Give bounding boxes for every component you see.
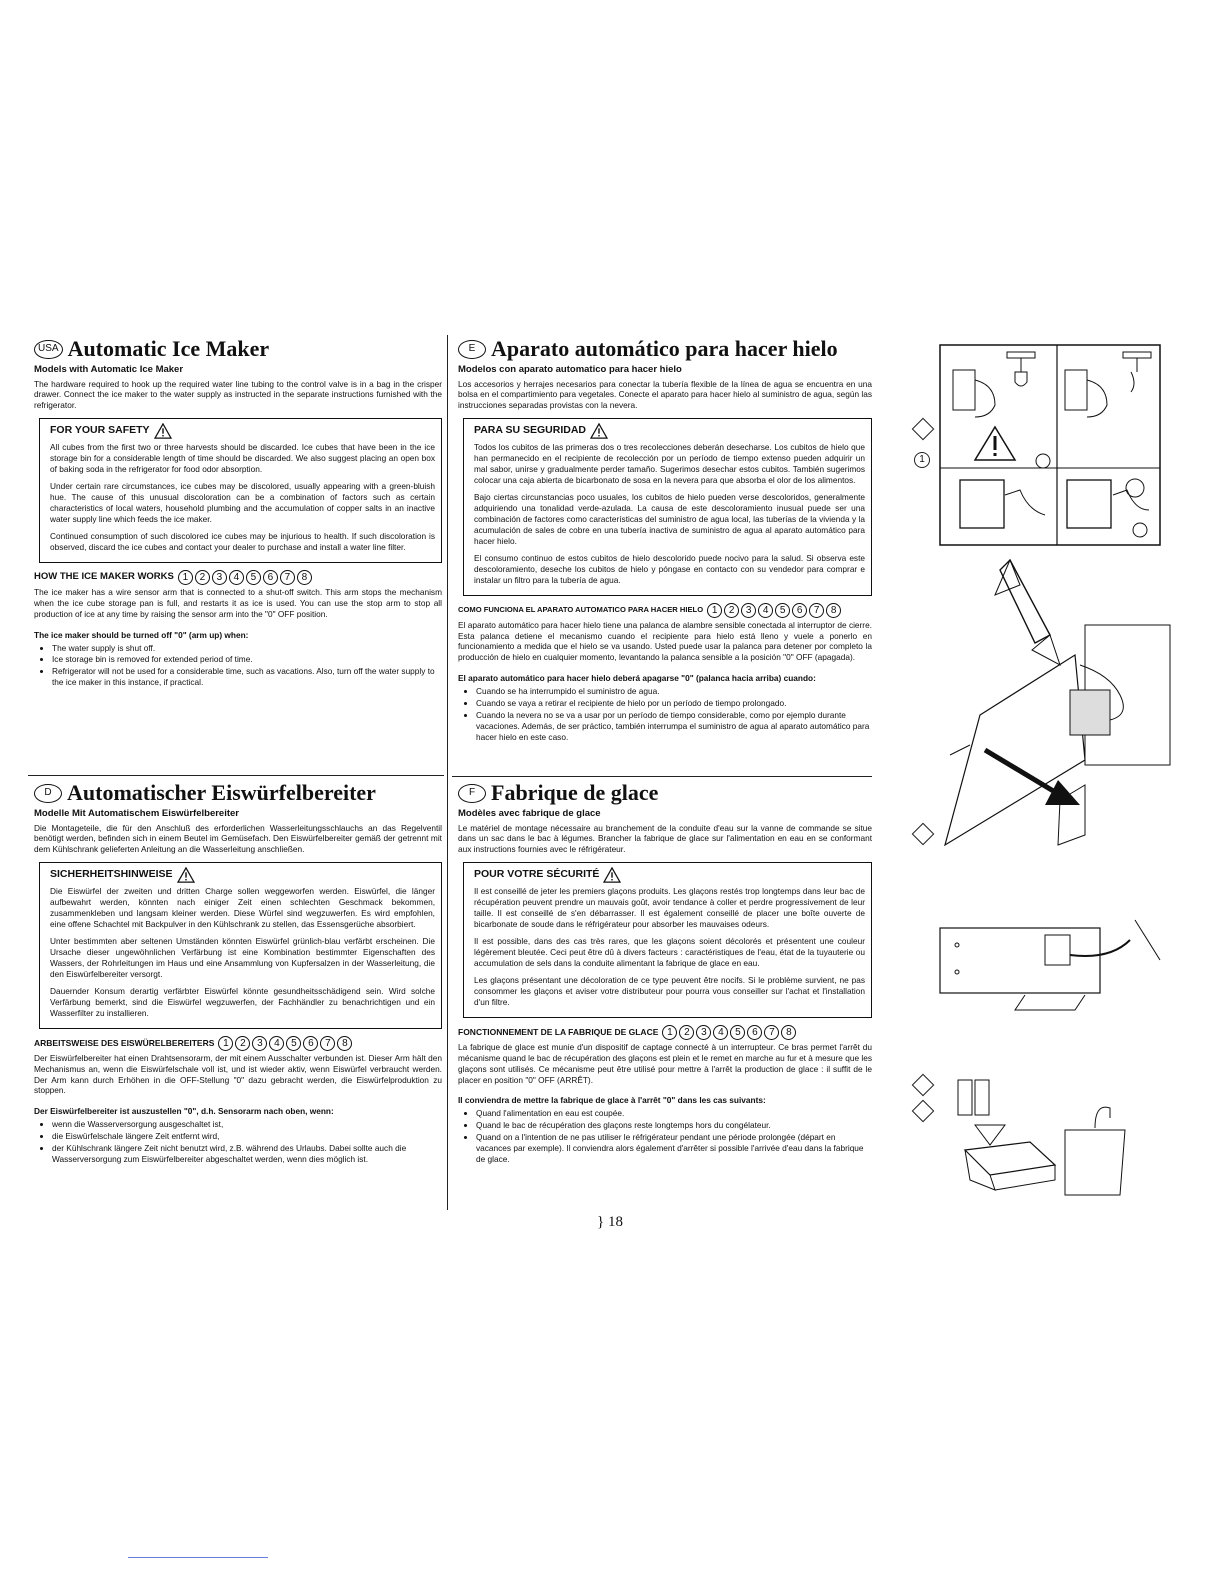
language-badge: F — [458, 784, 486, 803]
step-number: 2 — [195, 570, 210, 585]
step-number: 2 — [679, 1025, 694, 1040]
step-number: 2 — [235, 1036, 250, 1051]
step-marker-diamond — [912, 418, 935, 441]
water-valve-diagram — [935, 900, 1170, 1020]
safety-title: SICHERHEITSHINWEISE — [50, 868, 173, 881]
warning-triangle-icon — [154, 423, 172, 439]
list-item: • die Eiswürfelschale längere Zeit entfernt wird, — [52, 1131, 442, 1142]
safety-paragraph: Continued consumption of such discolored ice cubes may be injurious to health. If such discoloration is observed, discard the ice cubes and contact your dealer to purchase and install a water line filter. — [50, 530, 435, 552]
turn-off-heading: The ice maker should be turned off "0" (arm up) when: — [34, 629, 249, 640]
step-marker-diamond — [912, 1100, 935, 1123]
list-item: • Ice storage bin is removed for extended period of time. — [52, 654, 442, 665]
safety-box — [39, 862, 442, 1028]
ice-maker-installation-diagram — [935, 340, 1165, 550]
intro-text: Los accesorios y herrajes necesarios para conectar la tubería flexible de la línea de agua se encuentra en una bolsa en el compartimiento para vegetales. Conecte el aparato para hacer hielo al suministro de agua, según las instrucciones separadas provistas con la nevera. — [458, 378, 872, 411]
step-number: 8 — [337, 1036, 352, 1051]
step-number: 6 — [303, 1036, 318, 1051]
how-text: The ice maker has a wire sensor arm that is connected to a shut-off switch. This arm stops the mechanism when the ice cube storage pan is full, and restarts it as ice is used. You can use the stop arm to stop all production of ice at any time by raising the sensor arm into the "0" OFF position. — [34, 586, 442, 619]
intro-text: The hardware required to hook up the required water line tubing to the control valve is in a bag in the crisper drawer. Connect the ice maker to the water supply as instructed in the separate instructions furnished with the refrigerator. — [34, 378, 442, 411]
step-number: 4 — [758, 603, 773, 618]
safety-paragraph: Il est conseillé de jeter les premiers glaçons produits. Les glaçons restés trop longtemps dans leur bac de récupération peuvent prendre un mauvais goût, avoir tendance à coller et perdre progressivement de leur taille. Il est conseillé de s'en débarrasser. Il est également conseillé de placer une boîte ouverte de bicarbonate de soude dans le réfrigérateur pour absorber les mauvaises odeurs. — [474, 886, 865, 930]
safety-paragraph: Under certain rare circumstances, ice cubes may be discolored, usually appearing with a green-bluish hue. The cause of this unusual discoloration can be a combination of factors such as certain characteristics of local waters, household plumbing and the accumulation of copper salts in an inactive water supply line which feeds the ice maker. — [50, 481, 435, 524]
how-title: COMO FUNCIONA EL APARATO AUTOMATICO PARA HACER HIELO — [458, 605, 704, 615]
step-number: 3 — [696, 1025, 711, 1040]
step-number: 8 — [297, 570, 312, 585]
refrigerator-connection-diagram — [940, 555, 1175, 855]
step-number: 2 — [724, 603, 739, 618]
safety-paragraph: Unter bestimmten aber seltenen Umständen könnten Eiswürfel grünlich-blau verfärbt erscheinen. Die Ursache dieser ungewöhnlichen Verfärbung ist eine Kombination bestimmter Eigenschaften des Wassers, der Rohrleitungen im Haus und eine Ansammlung von Kupfersalzen in der Wasserleitung, die den Eiswürfelbereiter versorgt. — [50, 936, 435, 979]
step-number: 3 — [741, 603, 756, 618]
usa-section — [34, 338, 442, 689]
step-number-circles — [707, 603, 841, 618]
step-number: 4 — [269, 1036, 284, 1051]
section-divider — [28, 775, 444, 776]
safety-paragraph: Les glaçons présentant une décoloration de ce type peuvent être nocifs. Si le problème survient, ne pas consommer les glaçons et aviser votre distributeur pour pourra vous conseiller sur l'achat et l'installation d'un filtre. — [474, 974, 865, 1007]
safety-title: PARA SU SEGURIDAD — [474, 424, 587, 437]
step-number: 3 — [252, 1036, 267, 1051]
warning-triangle-icon — [590, 423, 608, 439]
list-item: • Quand le bac de récupération des glaçons reste longtemps hors du congélateur. — [476, 1120, 872, 1131]
es-section — [458, 338, 872, 744]
section-title — [34, 782, 442, 804]
turn-off-heading: Der Eiswürfelbereiter ist auszustellen "0", d.h. Sensorarm nach oben, wenn: — [34, 1106, 334, 1117]
models-heading: Modelle Mit Automatischem Eiswürfelbereiter — [34, 808, 239, 819]
list-item: • Refrigerator will not be used for a considerable time, such as vacations. Also, turn off the water supply to the ice maker in this instance, if practical. — [52, 666, 442, 688]
safety-paragraph: Dauernder Konsum derartig verfärbter Eiswürfel könnte gesundheitsschädigend sein. Wird solche Verfärbung bemerkt, sind die Eiswürfel wegzuwerfen, der Fachhändler zu benachrichtigen und ein Wasserfilter zu installieren. — [50, 985, 435, 1018]
safety-paragraph: Il est possible, dans des cas très rares, que les glaçons soient décolorés et présentent une couleur légèrement bleutée. Ceci peut être dû à divers facteurs : caractéristiques de l'eau, état de la tuyauterie ou accumulation de sels dans la conduite alimentant la fabrique de glace en eau. — [474, 936, 865, 968]
step-number: 6 — [792, 603, 807, 618]
title-text: Automatischer Eiswürfelbereiter — [67, 780, 376, 805]
language-badge: D — [34, 784, 62, 803]
how-it-works-heading — [458, 1025, 872, 1040]
safety-paragraph: Die Eiswürfel der zweiten und dritten Charge sollen weggeworfen werden. Eiswürfel, die länger aufbewahrt werden, könnten nach einiger Zeit einen schlechten Geschmack bekommen, zusammenkleben und langsam kleiner werden. Diese Würfel sind wegzuwerfen. Es wird empfohlen, eine offene Schachtel mit Backpulver in den Kühlschrank zu stellen, das Essensgerüche absorbiert. — [50, 886, 435, 930]
step-number: 7 — [280, 570, 295, 585]
column-divider — [447, 335, 448, 1210]
turn-off-heading: Il conviendra de mettre la fabrique de glace à l'arrêt "0" dans les cas suivants: — [458, 1095, 766, 1106]
safety-box — [39, 418, 442, 562]
step-number: 1 — [218, 1036, 233, 1051]
section-title — [34, 338, 442, 360]
section-title — [458, 782, 872, 804]
how-text: Der Eiswürfelbereiter hat einen Drahtsensorarm, der mit einem Ausschalter verbunden ist. Dieser Arm hält den Mechanismus an, wenn die Eiswürfelschale voll ist, und ist wieder aktiv, wenn Eiswürfel verbraucht werden. Der Arm kann durch Erhöhen in die OFF-Stellung "0" dazu gebracht werden, die Eiswürfelproduktion zu stoppen. — [34, 1052, 442, 1096]
turn-off-list — [34, 1119, 442, 1165]
how-it-works-heading — [34, 570, 442, 585]
step-number-circles — [178, 570, 312, 585]
safety-paragraph: El consumo continuo de estos cubitos de hielo descolorido puede nocivo para la salud. Si observa este descoloramiento, deseche los cubitos de hielo y póngase en contacto con su vendedor para comprar e instalar un filtro para la tubería de agua. — [474, 552, 865, 585]
step-marker-diamond — [912, 1074, 935, 1097]
section-title — [458, 338, 872, 360]
step-number-circles — [218, 1036, 352, 1051]
how-it-works-heading — [34, 1036, 442, 1051]
warning-triangle-icon — [603, 867, 621, 883]
step-number: 5 — [246, 570, 261, 585]
how-title: HOW THE ICE MAKER WORKS — [34, 571, 174, 583]
intro-text: Le matériel de montage nécessaire au branchement de la conduite d'eau sur la vanne de commande se situe dans un sac dans le bac à légumes. Brancher la fabrique de glace sur l'alimentation en eau en se conformant aux instructions fournies avec le réfrigérateur. — [458, 822, 872, 855]
step-number: 6 — [263, 570, 278, 585]
step-number: 5 — [730, 1025, 745, 1040]
safety-title: POUR VOTRE SÉCURITÉ — [474, 868, 600, 881]
list-item: • Quand l'alimentation en eau est coupée. — [476, 1108, 872, 1119]
safety-heading — [474, 867, 865, 883]
de-section — [34, 782, 442, 1166]
turn-off-list — [458, 1108, 872, 1165]
warning-triangle-icon — [177, 867, 195, 883]
models-heading: Models with Automatic Ice Maker — [34, 364, 184, 375]
title-text: Aparato automático para hacer hielo — [491, 336, 838, 361]
step-number-circles — [662, 1025, 796, 1040]
models-heading: Modelos con aparato automatico para hacer hielo — [458, 364, 682, 375]
how-it-works-heading — [458, 603, 872, 618]
how-text: El aparato automático para hacer hielo tiene una palanca de alambre sensible conectada al interruptor de cierre. Esta palanca detiene el mecanismo cuando el recipiente para hielo está lleno y vuele a ponerlo en funcionamiento a medida que el hielo se va usando. Usted puede usar la palanca para detener por completo la producción de hielo en cualquier momento, levantando la palanca sensible a la posición "0" OFF (apagada). — [458, 619, 872, 663]
safety-heading — [50, 423, 435, 439]
list-item: • Cuando se ha interrumpido el suministro de agua. — [476, 686, 872, 697]
step-number: 8 — [781, 1025, 796, 1040]
page-number: } 18 — [597, 1214, 623, 1230]
step-number: 6 — [747, 1025, 762, 1040]
how-title: ARBEITSWEISE DES EISWÜRELBEREITERS — [34, 1037, 215, 1048]
safety-heading — [50, 867, 435, 883]
list-item: • Quand on a l'intention de ne pas utiliser le réfrigérateur pendant une période prolongée (départ en vacances par exemple). Il conviendra alors également d'arrêter si possible l'arrivée d'eau dans la fabrique de glace. — [476, 1132, 872, 1165]
list-item: • Cuando la nevera no se va a usar por un período de tiempo considerable, como por ejemplo durante vacaciones. Además, de ser práctico, también interrumpa el suministro de agua al aparato automático para hacer hielo en este caso. — [476, 710, 872, 743]
safety-title: FOR YOUR SAFETY — [50, 424, 150, 437]
step-number: 7 — [809, 603, 824, 618]
turn-off-list — [34, 643, 442, 689]
safety-paragraph: Todos los cubitos de las primeras dos o tres recolecciones deberán desecharse. Los cubitos de hielo que han permanecido en el recipiente de recolección por un período de tiempo extenso pueden adquirir un mal sabor, unirse y gradualmente perder tamaño. Sugerimos desechar estos cubitos. También sugerimos colocar una caja abierta de bicarbonato de sosa en la nevera para que absorba el olor de los alimentos. — [474, 442, 865, 486]
ice-bin-diagram — [950, 1070, 1140, 1200]
models-heading: Modèles avec fabrique de glace — [458, 808, 601, 819]
step-marker-circle: 1 — [914, 452, 930, 468]
list-item: • The water supply is shut off. — [52, 643, 442, 654]
fr-section — [458, 782, 872, 1166]
safety-paragraph: Bajo ciertas circunstancias poco usuales, los cubitos de hielo pueden verse descoloridos, generalmente adquiriendo una tonalidad verde-azulada. La causa de este descoloramiento inusual puede ser una combinación de factores como características del suministro de agua local, las tuberías de la vivienda y la acumulación de sales de cobre en una tubería inactiva de suministro de agua al aparato automático para hacer hielo. — [474, 492, 865, 546]
title-text: Fabrique de glace — [491, 780, 659, 805]
step-number: 7 — [320, 1036, 335, 1051]
title-text: Automatic Ice Maker — [67, 336, 270, 361]
safety-heading — [474, 423, 865, 439]
turn-off-heading: El aparato automático para hacer hielo deberá apagarse "0" (palanca hacia arriba) cuando: — [458, 673, 816, 684]
step-number: 5 — [775, 603, 790, 618]
how-title: FONCTIONNEMENT DE LA FABRIQUE DE GLACE — [458, 1026, 659, 1037]
turn-off-list — [458, 686, 872, 743]
how-text: La fabrique de glace est munie d'un dispositif de captage connecté à un interrupteur. Ce bras permet l'arrêt du mécanisme quand le bac de récupération des glaçons est plein et le remet en marche au fur et à mesure que les glaçons sont utilisés. Ce mécanisme peut être utilisé pour mettre à l'arrêt la production de glace : il suffit de le placer en position "0" OFF (ARRÊT). — [458, 1041, 872, 1085]
step-number: 4 — [713, 1025, 728, 1040]
intro-text: Die Montageteile, die für den Anschluß des erforderlichen Wasserleitungsschlauchs an das Regelventil benötigt werden, befinden sich in einem Beutel im Gemüsefach. Den Eiswürfelbereiter gemäß der getrennt mit dem Kühlschrank gelieferten Anleitung an die Wasserleitung anschließen. — [34, 822, 442, 855]
section-divider — [452, 776, 872, 777]
list-item: • Cuando se vaya a retirar el recipiente de hielo por un período de tiempo prolongado. — [476, 698, 872, 709]
language-badge: USA — [34, 340, 63, 359]
step-number: 8 — [826, 603, 841, 618]
safety-box — [463, 418, 872, 595]
safety-box — [463, 862, 872, 1017]
step-number: 3 — [212, 570, 227, 585]
step-marker-diamond — [912, 823, 935, 846]
step-number: 7 — [764, 1025, 779, 1040]
footer-rule — [128, 1557, 268, 1558]
list-item: • wenn die Wasserversorgung ausgeschaltet ist, — [52, 1119, 442, 1130]
step-number: 1 — [662, 1025, 677, 1040]
step-number: 1 — [178, 570, 193, 585]
step-number: 5 — [286, 1036, 301, 1051]
step-number: 4 — [229, 570, 244, 585]
list-item: • der Kühlschrank längere Zeit nicht benutzt wird, z.B. während des Urlaubs. Dabei sollte auch die Wasserversorgung zum Eiswürfelbereiter abgeschaltet werden, wenn dies möglich ist. — [52, 1143, 442, 1165]
language-badge: E — [458, 340, 486, 359]
safety-paragraph: All cubes from the first two or three harvests should be discarded. Ice cubes that have been in the ice storage bin for a considerable length of time should be discarded. We also suggest placing an open box of baking soda in the refrigerator for food odor absorption. — [50, 442, 435, 475]
step-number: 1 — [707, 603, 722, 618]
